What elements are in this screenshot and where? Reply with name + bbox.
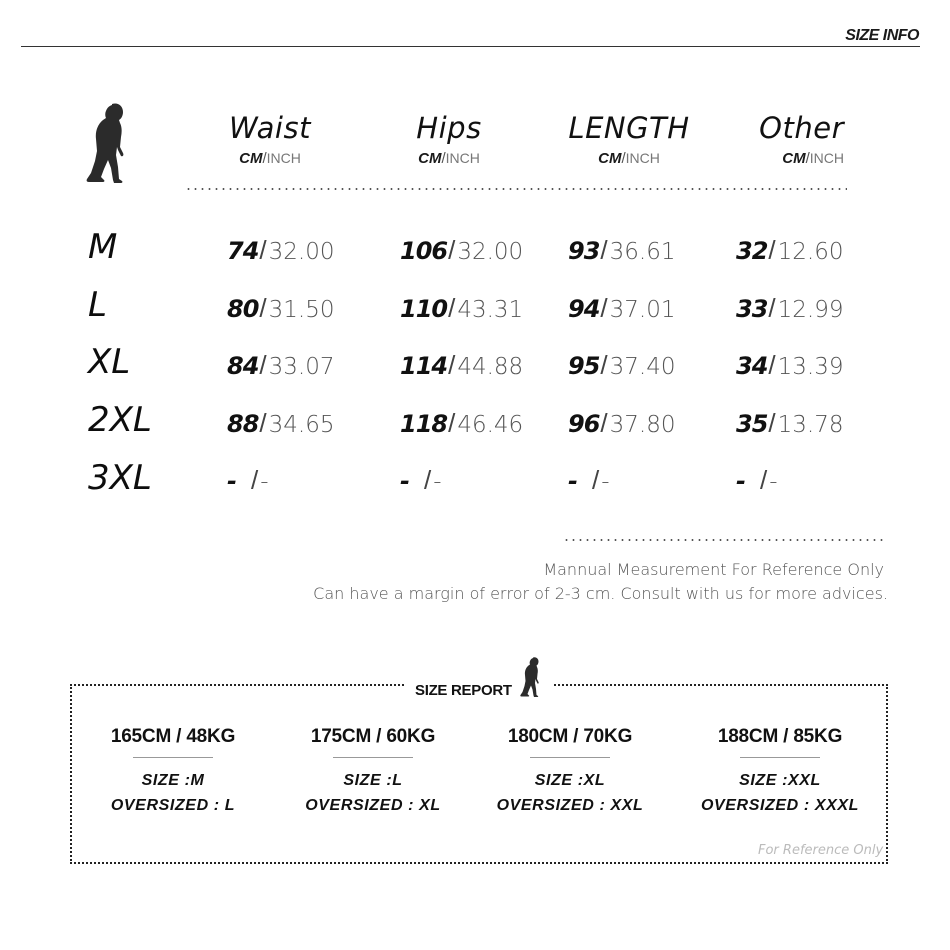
table-cell-length: 94/37.01 (568, 293, 676, 323)
table-cell-waist: 80/31.50 (227, 293, 335, 323)
header-dotted-divider (185, 188, 847, 190)
table-cell-length: - /- (568, 465, 610, 495)
table-cell-hips: 114/44.88 (400, 350, 524, 380)
table-cell-length: 93/36.61 (568, 235, 676, 265)
column-unit: CM/INCH (418, 150, 480, 167)
oversized-size: OVERSIZED : XXXL (700, 797, 860, 814)
column-header-length (554, 108, 704, 167)
size-report-entry (73, 724, 273, 818)
recommended-size: SIZE :XXL (739, 772, 821, 789)
walking-figure-icon (520, 654, 542, 702)
column-unit: CM/INCH (239, 150, 301, 167)
measurement-note: Mannual Measurement For Reference Only (543, 560, 884, 579)
margin-note: Can have a margin of error of 2-3 cm. Consult with us for more advices. (313, 584, 888, 603)
entry-divider (530, 757, 610, 758)
recommended-size: SIZE :M (141, 772, 205, 789)
table-cell-waist: 84/33.07 (227, 350, 335, 380)
recommended-size: SIZE :L (343, 772, 403, 789)
table-cell-hips: 118/46.46 (400, 408, 524, 438)
height-weight: 180CM / 70KG (507, 726, 633, 747)
size-label-2xl: 2XL (88, 400, 152, 440)
entry-divider (740, 757, 820, 758)
entry-divider (333, 757, 413, 758)
recommended-size: SIZE :XL (534, 772, 606, 789)
size-report-entry (470, 724, 670, 818)
column-unit: CM/INCH (598, 150, 660, 167)
table-cell-other: 34/13.39 (736, 350, 844, 380)
table-cell-waist: 74/32.00 (227, 235, 335, 265)
reference-footnote: For Reference Only (758, 843, 884, 858)
oversized-size: OVERSIZED : XL (305, 797, 441, 814)
oversized-size: OVERSIZED : L (110, 797, 236, 814)
table-cell-waist: - /- (227, 465, 269, 495)
walking-figure-icon (86, 102, 130, 188)
table-cell-other: 33/12.99 (736, 293, 844, 323)
height-weight: 165CM / 48KG (110, 726, 236, 747)
size-label-xl: XL (88, 342, 131, 382)
column-header-other (720, 108, 844, 167)
column-name: Waist (229, 111, 311, 145)
column-name: Other (759, 111, 844, 145)
column-header-waist (195, 108, 345, 167)
page-title: SIZE INFO (845, 27, 919, 44)
size-report-heading (405, 642, 552, 702)
size-label-m: M (88, 227, 118, 267)
header-divider (21, 46, 920, 47)
height-weight: 188CM / 85KG (717, 726, 843, 747)
table-cell-hips: 110/43.31 (400, 293, 524, 323)
table-cell-other: 32/12.60 (736, 235, 844, 265)
table-cell-other: - /- (736, 465, 778, 495)
table-cell-length: 95/37.40 (568, 350, 676, 380)
size-label-l: L (88, 285, 107, 325)
column-name: LENGTH (568, 111, 690, 145)
size-label-3xl: 3XL (88, 458, 152, 498)
notes-dotted-divider (563, 539, 883, 541)
oversized-size: OVERSIZED : XXL (496, 797, 644, 814)
table-cell-waist: 88/34.65 (227, 408, 335, 438)
column-unit: CM/INCH (782, 150, 844, 167)
column-header-hips (374, 108, 524, 167)
height-weight: 175CM / 60KG (310, 726, 436, 747)
size-report-entry (273, 724, 473, 818)
column-name: Hips (416, 111, 482, 145)
entry-divider (133, 757, 213, 758)
table-cell-hips: 106/32.00 (400, 235, 524, 265)
size-report-title: SIZE REPORT (415, 682, 512, 699)
table-cell-hips: - /- (400, 465, 442, 495)
table-cell-other: 35/13.78 (736, 408, 844, 438)
size-report-entry (680, 724, 880, 818)
table-cell-length: 96/37.80 (568, 408, 676, 438)
